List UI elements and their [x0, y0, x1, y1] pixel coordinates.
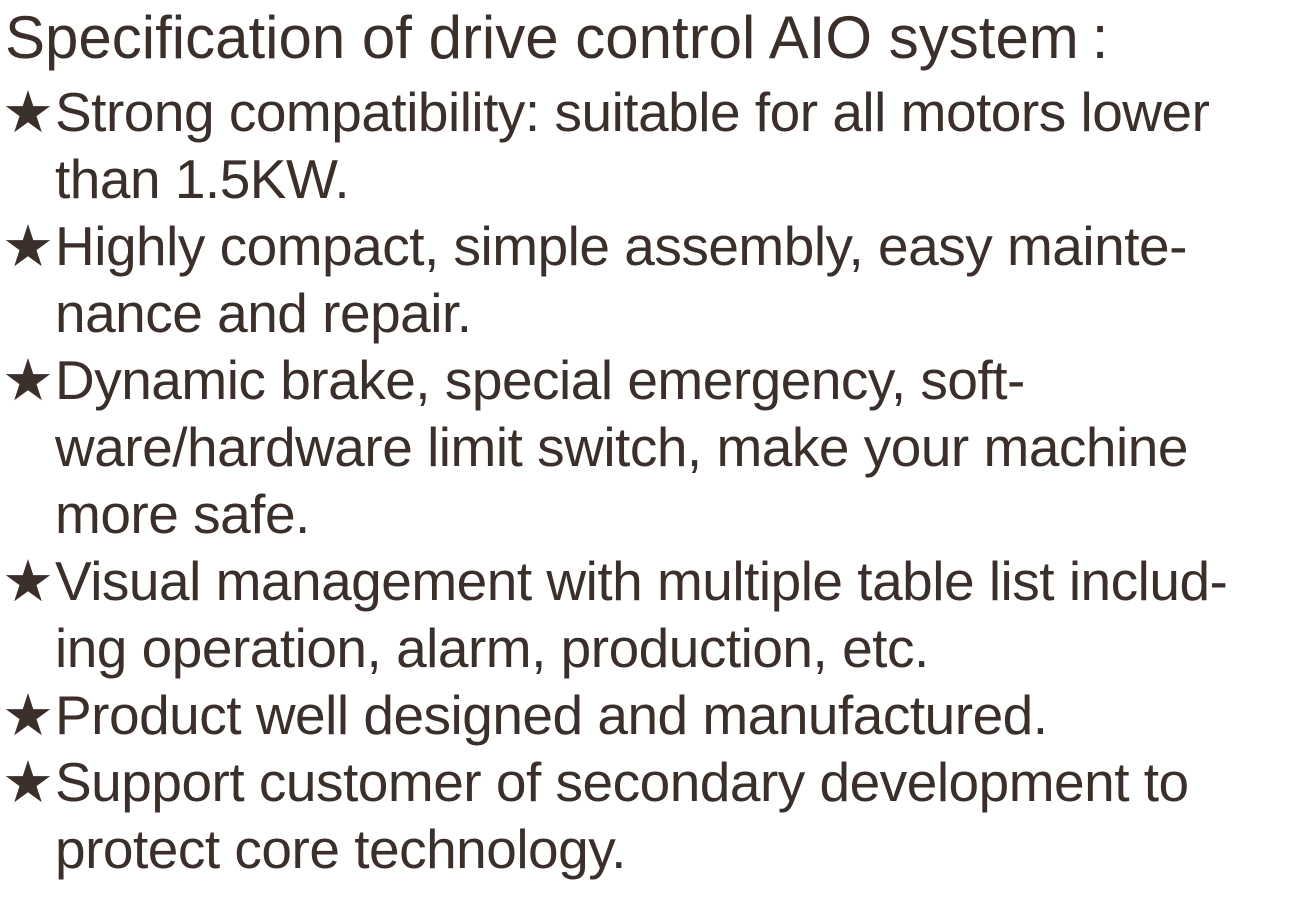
- bullet-item-visual-management: [2, 548, 1300, 682]
- bullet-line: than 1.5KW.: [55, 148, 350, 210]
- title-colon: :: [1091, 4, 1109, 71]
- bullet-line: Highly compact, simple assembly, easy mainte-: [55, 215, 1187, 277]
- star-bullet-icon: ★: [2, 212, 54, 280]
- star-bullet-icon: ★: [2, 78, 54, 146]
- bullet-text: [55, 548, 1300, 682]
- bullet-item-compatibility: [2, 79, 1300, 213]
- bullet-text: [55, 347, 1300, 548]
- bullet-line: nance and repair.: [55, 282, 472, 344]
- star-bullet-icon: ★: [2, 346, 54, 414]
- bullet-line: ing operation, alarm, production, etc.: [55, 617, 929, 679]
- page-title: [2, 4, 1300, 71]
- bullet-line: Product well designed and manufactured.: [55, 684, 1048, 746]
- star-bullet-icon: ★: [2, 681, 54, 749]
- bullet-text: [55, 682, 1300, 749]
- bullet-text: [55, 213, 1300, 347]
- bullet-line: Visual management with multiple table list includ-: [55, 550, 1228, 612]
- bullet-line: Strong compatibility: suitable for all motors lower: [55, 81, 1210, 143]
- bullet-line: protect core technology.: [55, 818, 626, 880]
- star-bullet-icon: ★: [2, 547, 54, 615]
- star-bullet-icon: ★: [2, 748, 54, 816]
- bullet-line: ware/hardware limit switch, make your machine: [55, 416, 1188, 478]
- bullet-item-compact: [2, 213, 1300, 347]
- bullet-item-safety: [2, 347, 1300, 548]
- bullet-text: [55, 749, 1300, 883]
- bullet-item-secondary-development: [2, 749, 1300, 883]
- bullet-line: Dynamic brake, special emergency, soft-: [55, 349, 1025, 411]
- bullet-line: more safe.: [55, 483, 310, 545]
- bullet-line: Support customer of secondary development to: [55, 751, 1189, 813]
- bullet-item-quality: [2, 682, 1300, 749]
- page-title-text: Specification of drive control AIO system: [5, 4, 1079, 71]
- bullet-text: [55, 79, 1300, 213]
